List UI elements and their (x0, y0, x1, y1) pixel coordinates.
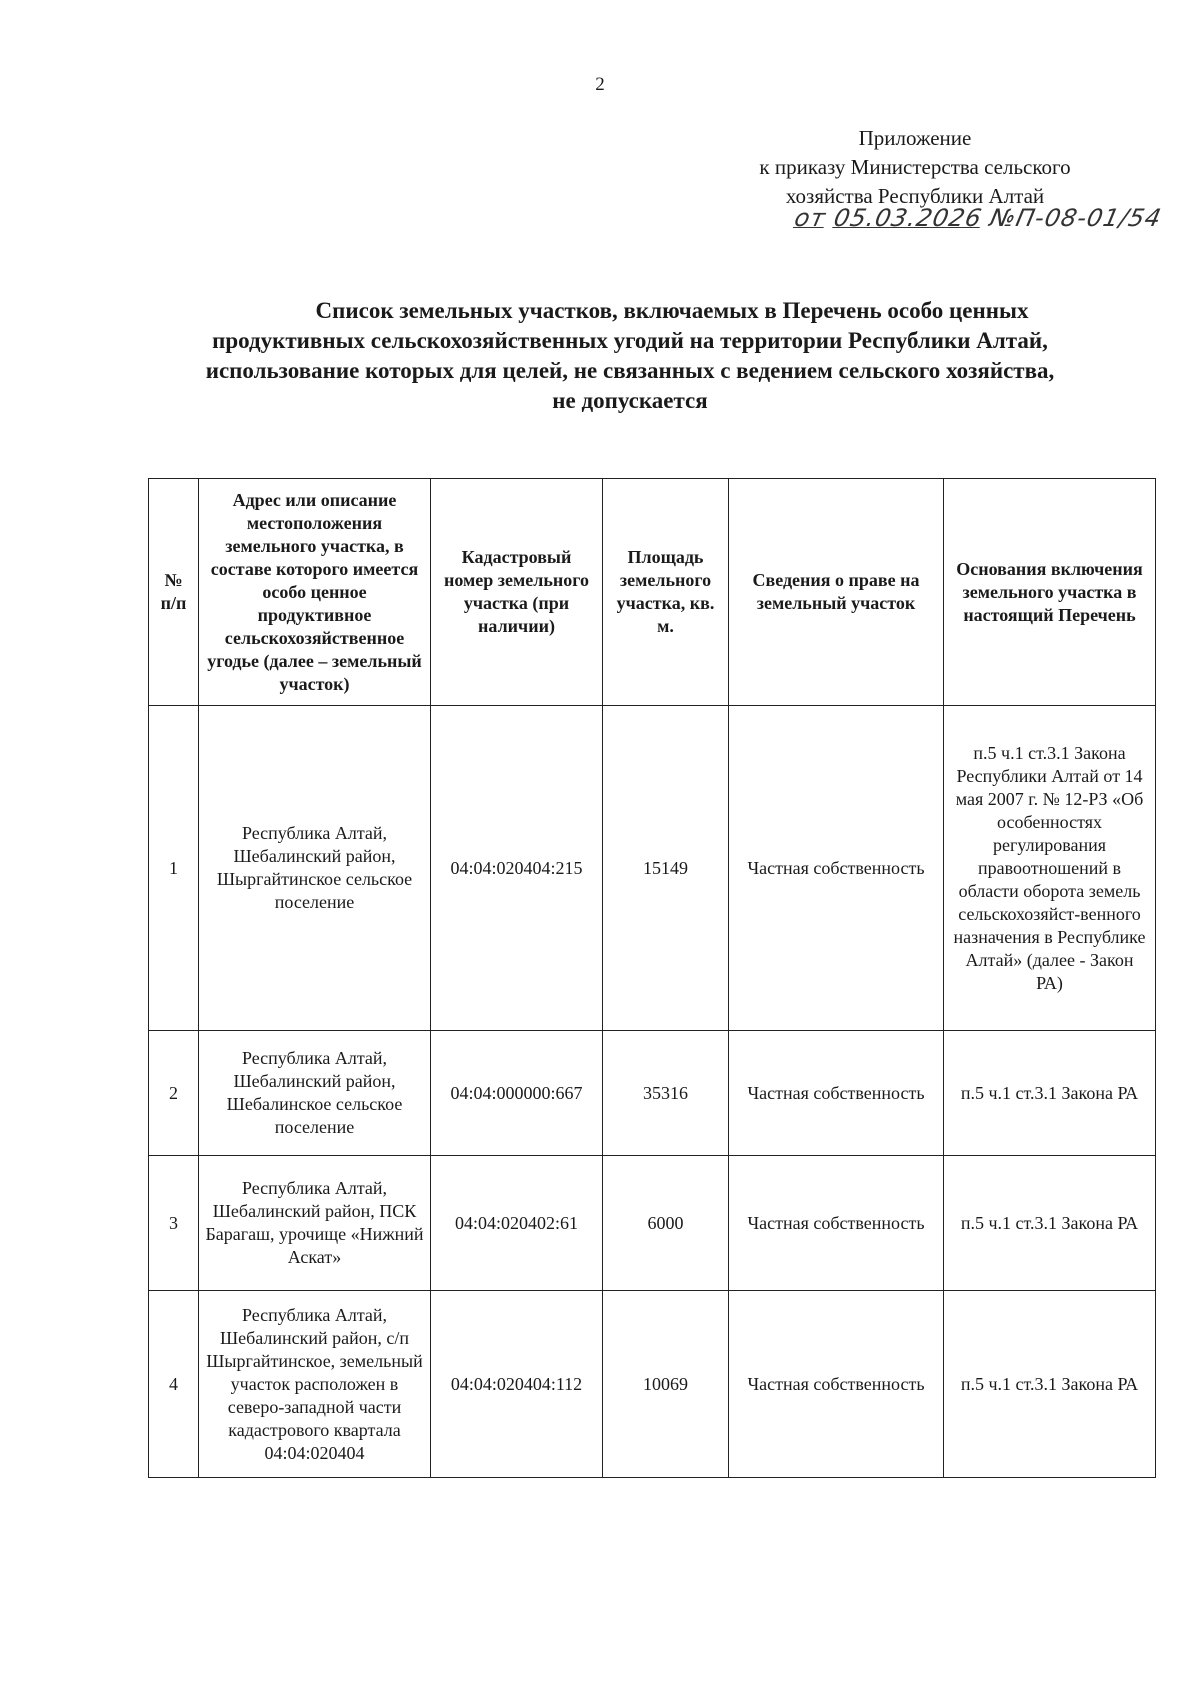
page-number: 2 (595, 74, 605, 95)
cell-cadastral: 04:04:020404:112 (431, 1291, 603, 1478)
title-line-4: не допускается (552, 388, 708, 413)
cell-basis: п.5 ч.1 ст.3.1 Закона РА (944, 1031, 1156, 1156)
cell-rights: Частная собственность (729, 1156, 944, 1291)
cell-rights: Частная собственность (729, 706, 944, 1031)
cell-address: Республика Алтай, Шебалинский район, ПСК Барагаш, урочище «Нижний Аскат» (199, 1156, 431, 1291)
header-cadastral: Кадастровый номер земельного участка (при наличии) (431, 479, 603, 706)
title-line-3: использование которых для целей, не связанных с ведением сельского хозяйства, (205, 358, 1055, 383)
handwritten-date: 05.03.2026 (831, 204, 985, 232)
cell-basis: п.5 ч.1 ст.3.1 Закона РА (944, 1156, 1156, 1291)
cell-rights: Частная собственность (729, 1291, 944, 1478)
header-address: Адрес или описание местоположения земельного участка, в составе которого имеется особо ценное продуктивное сельскохозяйственное угодье (далее – земельный участок) (199, 479, 431, 706)
cell-area: 6000 (603, 1156, 729, 1291)
cell-area: 35316 (603, 1031, 729, 1156)
table-row (149, 1156, 1156, 1291)
cell-basis: п.5 ч.1 ст.3.1 Закона РА (944, 1291, 1156, 1478)
header-num: № п/п (149, 479, 199, 706)
cell-address: Республика Алтай, Шебалинский район, Шыргайтинское сельское поселение (199, 706, 431, 1031)
appendix-line-3: хозяйства Республики Алтай (785, 184, 1045, 208)
appendix-line-1: Приложение (858, 126, 972, 150)
header-area: Площадь земельного участка, кв. м. (603, 479, 729, 706)
document-title (130, 296, 1130, 416)
header-rights: Сведения о праве на земельный участок (729, 479, 944, 706)
cell-num: 1 (149, 706, 199, 1031)
cell-cadastral: 04:04:020402:61 (431, 1156, 603, 1291)
table-header-row (149, 479, 1156, 706)
land-plots-table (148, 478, 1156, 1478)
appendix-header (700, 124, 1130, 211)
cell-rights: Частная собственность (729, 1031, 944, 1156)
cell-basis: п.5 ч.1 ст.3.1 Закона Республики Алтай от 14 мая 2007 г. № 12-РЗ «Об особенностях регулирования правоотношений в области оборота земель сельскохозяйст-венного назначения в Республике Алтай» (далее - Закон РА) (944, 706, 1156, 1031)
handwritten-number: №П-08-01/54 (987, 204, 1165, 232)
cell-area: 10069 (603, 1291, 729, 1478)
title-line-1: Список земельных участков, включаемых в Перечень особо ценных (315, 298, 1029, 323)
handwritten-order-reference (792, 204, 1164, 232)
handwritten-date-prefix: от (792, 204, 829, 232)
cell-cadastral: 04:04:020404:215 (431, 706, 603, 1031)
appendix-line-2: к приказу Министерства сельского (759, 155, 1071, 179)
cell-num: 4 (149, 1291, 199, 1478)
cell-address: Республика Алтай, Шебалинский район, с/п Шыргайтинское, земельный участок расположен в северо-западной части кадастрового квартала 04:04:020404 (199, 1291, 431, 1478)
header-basis: Основания включения земельного участка в настоящий Перечень (944, 479, 1156, 706)
table-row (149, 1031, 1156, 1156)
title-line-2: продуктивных сельскохозяйственных угодий на территории Республики Алтай, (212, 328, 1048, 353)
cell-num: 2 (149, 1031, 199, 1156)
cell-address: Республика Алтай, Шебалинский район, Шебалинское сельское поселение (199, 1031, 431, 1156)
table-row (149, 1291, 1156, 1478)
table-row (149, 706, 1156, 1031)
cell-cadastral: 04:04:000000:667 (431, 1031, 603, 1156)
cell-num: 3 (149, 1156, 199, 1291)
cell-area: 15149 (603, 706, 729, 1031)
